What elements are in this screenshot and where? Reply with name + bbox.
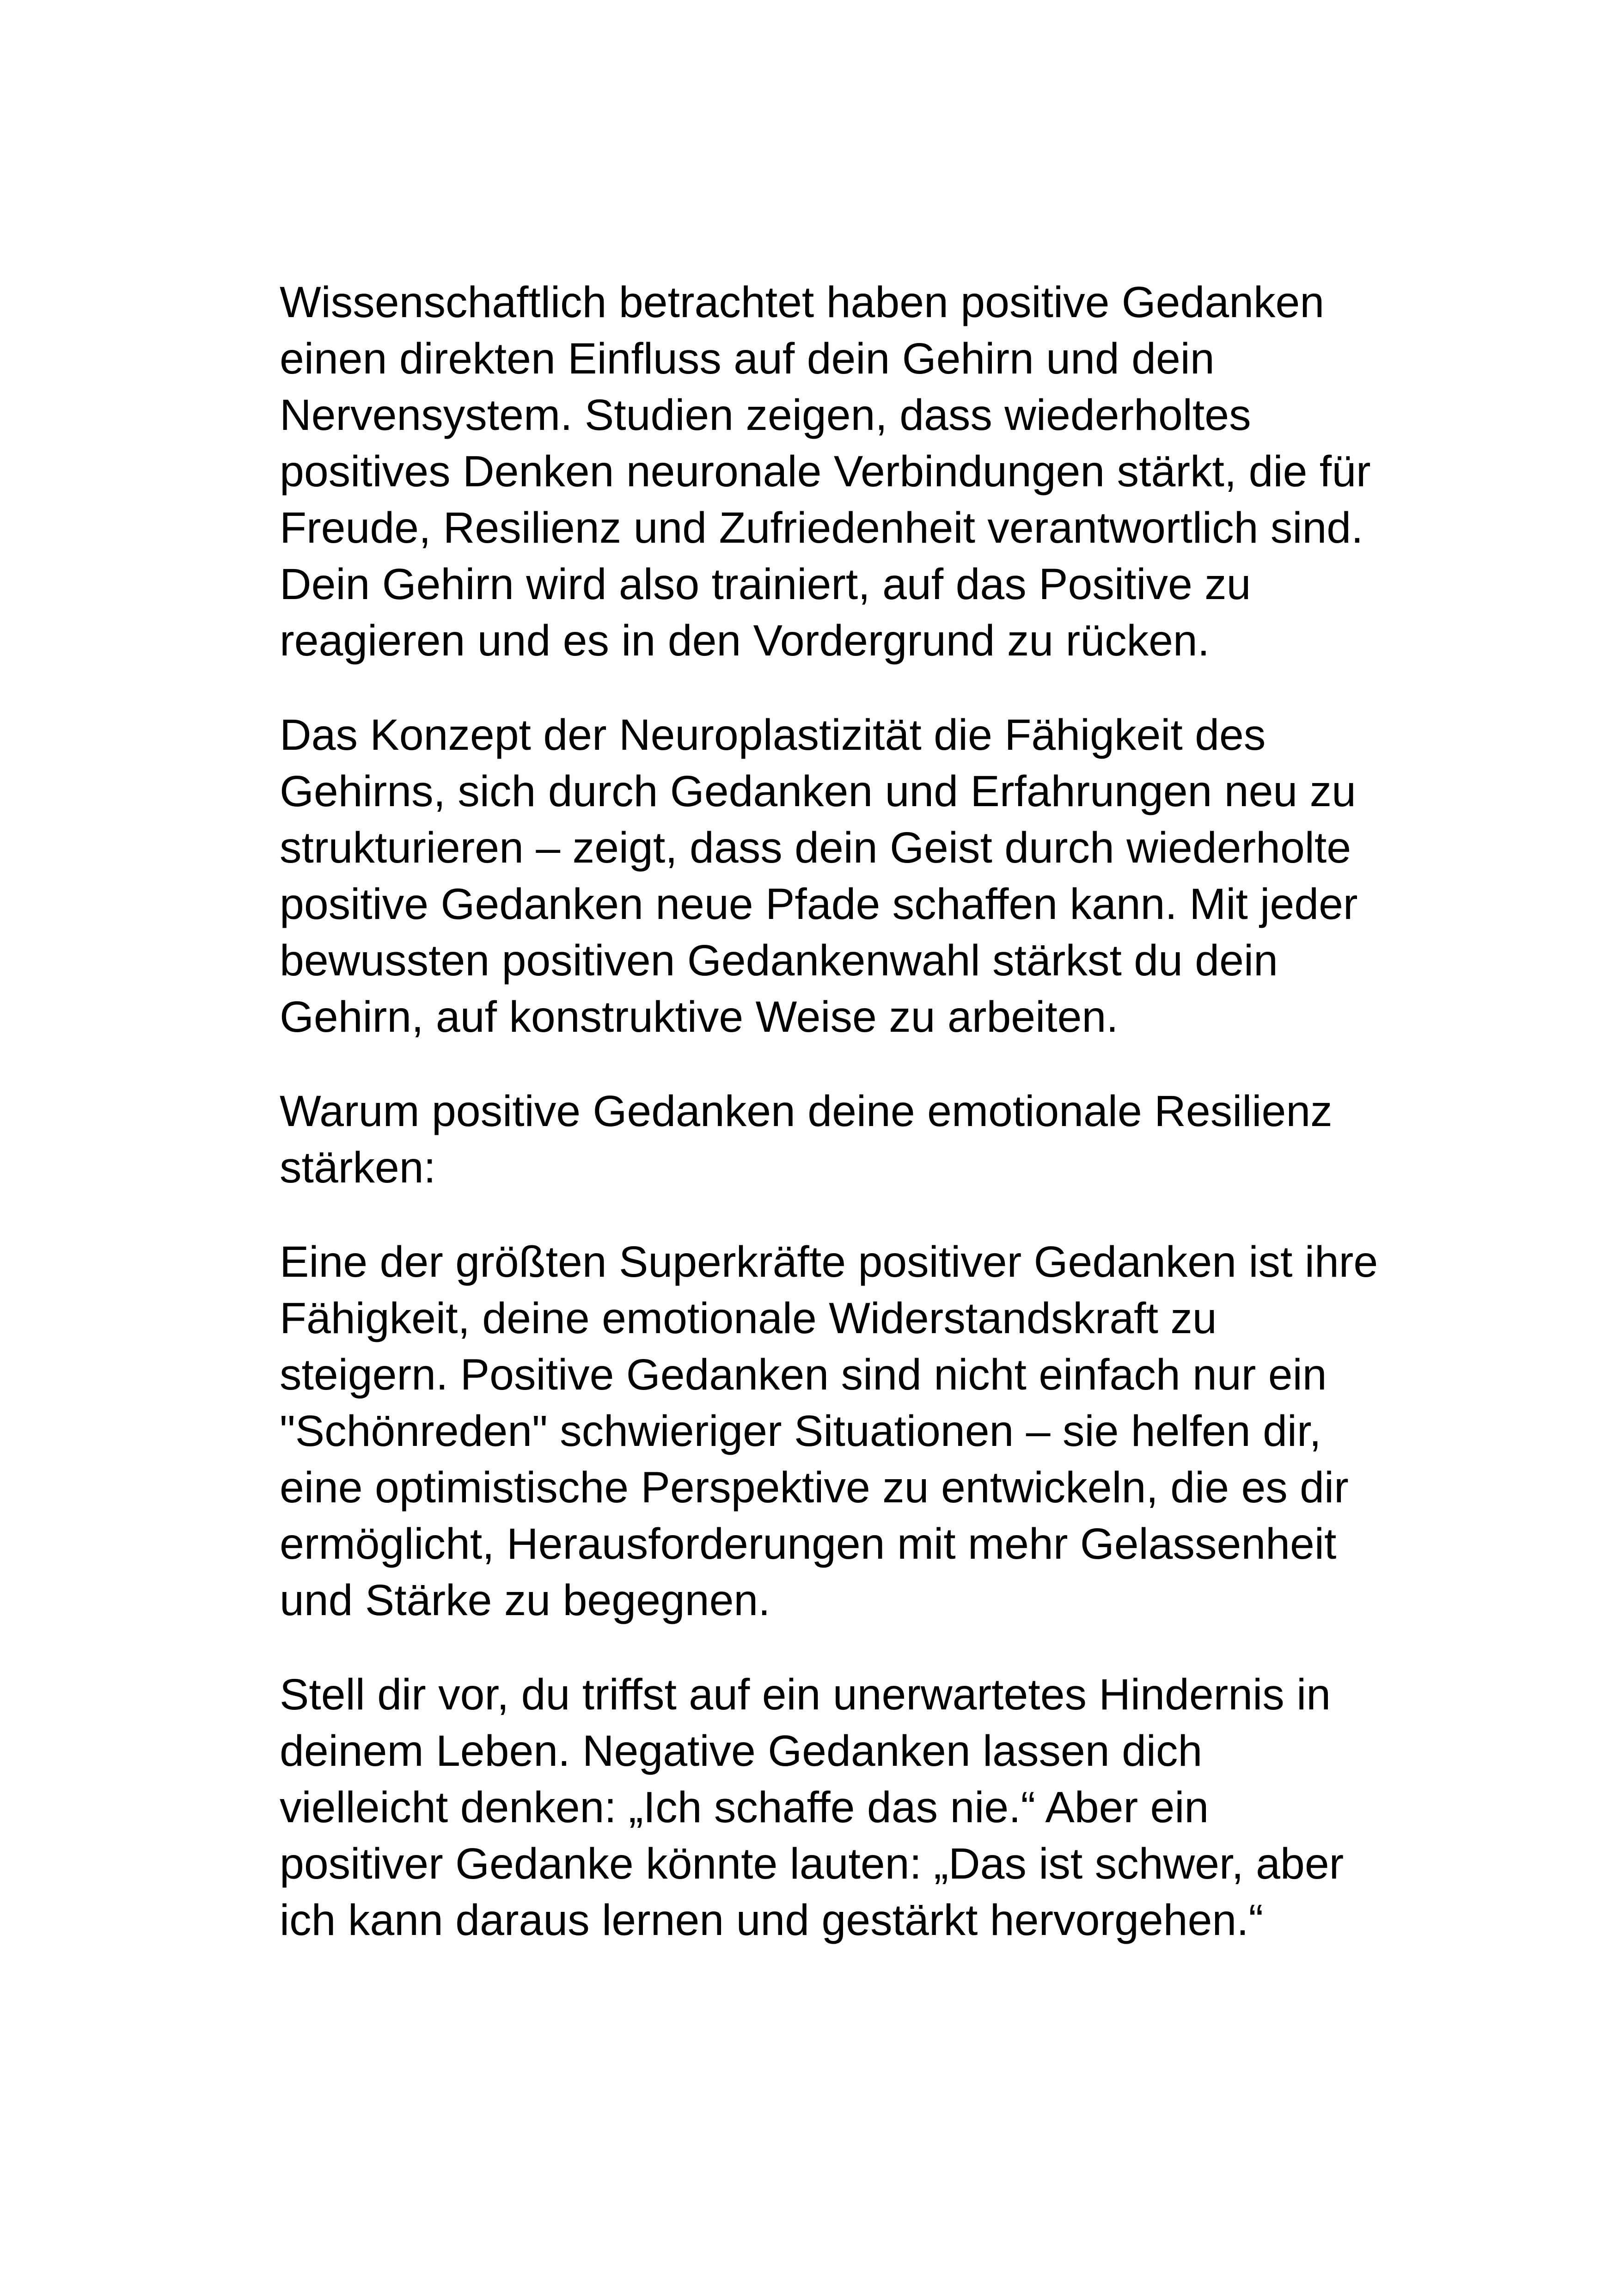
paragraph-neuroplasticity [280,707,1389,1045]
text-line: ermöglicht, Herausforderungen mit mehr Gelassenheit [280,1519,1337,1568]
text-line: ich kann daraus lernen und gestärkt hervorgehen.“ [280,1896,1264,1945]
text-line: Das Konzept der Neuroplastizität die Fähigkeit des [280,710,1266,759]
paragraph-obstacle-example [280,1666,1389,1948]
text-line: Gehirns, sich durch Gedanken und Erfahrungen neu zu [280,767,1356,816]
text-line: Wissenschaftlich betrachtet haben positive Gedanken [280,278,1325,327]
text-line: vielleicht denken: „Ich schaffe das nie.“ Aber ein [280,1783,1209,1832]
text-line: reagieren und es in den Vordergrund zu rücken. [280,616,1210,665]
text-line: Dein Gehirn wird also trainiert, auf das Positive zu [280,560,1251,609]
text-line: und Stärke zu begegnen. [280,1576,770,1625]
text-line: steigern. Positive Gedanken sind nicht einfach nur ein [280,1350,1327,1399]
text-line: positives Denken neuronale Verbindungen stärkt, die für [280,447,1371,496]
text-line: einen direkten Einfluss auf dein Gehirn und dein [280,334,1215,383]
text-line: positive Gedanken neue Pfade schaffen kann. Mit jeder [280,880,1358,929]
section-heading-resilience [280,1083,1389,1196]
text-line: Freude, Resilienz und Zufriedenheit verantwortlich sind. [280,503,1363,552]
text-line: stärken: [280,1143,436,1192]
text-line: bewussten positiven Gedankenwahl stärkst du dein [280,936,1278,985]
text-line: Warum positive Gedanken deine emotionale Resilienz [280,1087,1333,1136]
text-line: strukturieren – zeigt, dass dein Geist durch wiederholte [280,823,1351,872]
text-line: positiver Gedanke könnte lauten: „Das ist schwer, aber [280,1839,1344,1888]
text-line: Eine der größten Superkräfte positiver Gedanken ist ihre [280,1237,1378,1286]
document-body [280,274,1389,1986]
text-line: deinem Leben. Negative Gedanken lassen dich [280,1727,1203,1776]
paragraph-superpowers [280,1234,1389,1629]
text-line: "Schönreden" schwieriger Situationen – sie helfen dir, [280,1407,1321,1456]
text-line: Stell dir vor, du triffst auf ein unerwartetes Hindernis in [280,1670,1331,1719]
paragraph-neuroscience [280,274,1389,669]
text-line: Gehirn, auf konstruktive Weise zu arbeiten. [280,992,1119,1041]
text-line: Nervensystem. Studien zeigen, dass wiederholtes [280,391,1251,440]
text-line: eine optimistische Perspektive zu entwickeln, die es dir [280,1463,1349,1512]
text-line: Fähigkeit, deine emotionale Widerstandskraft zu [280,1294,1217,1343]
